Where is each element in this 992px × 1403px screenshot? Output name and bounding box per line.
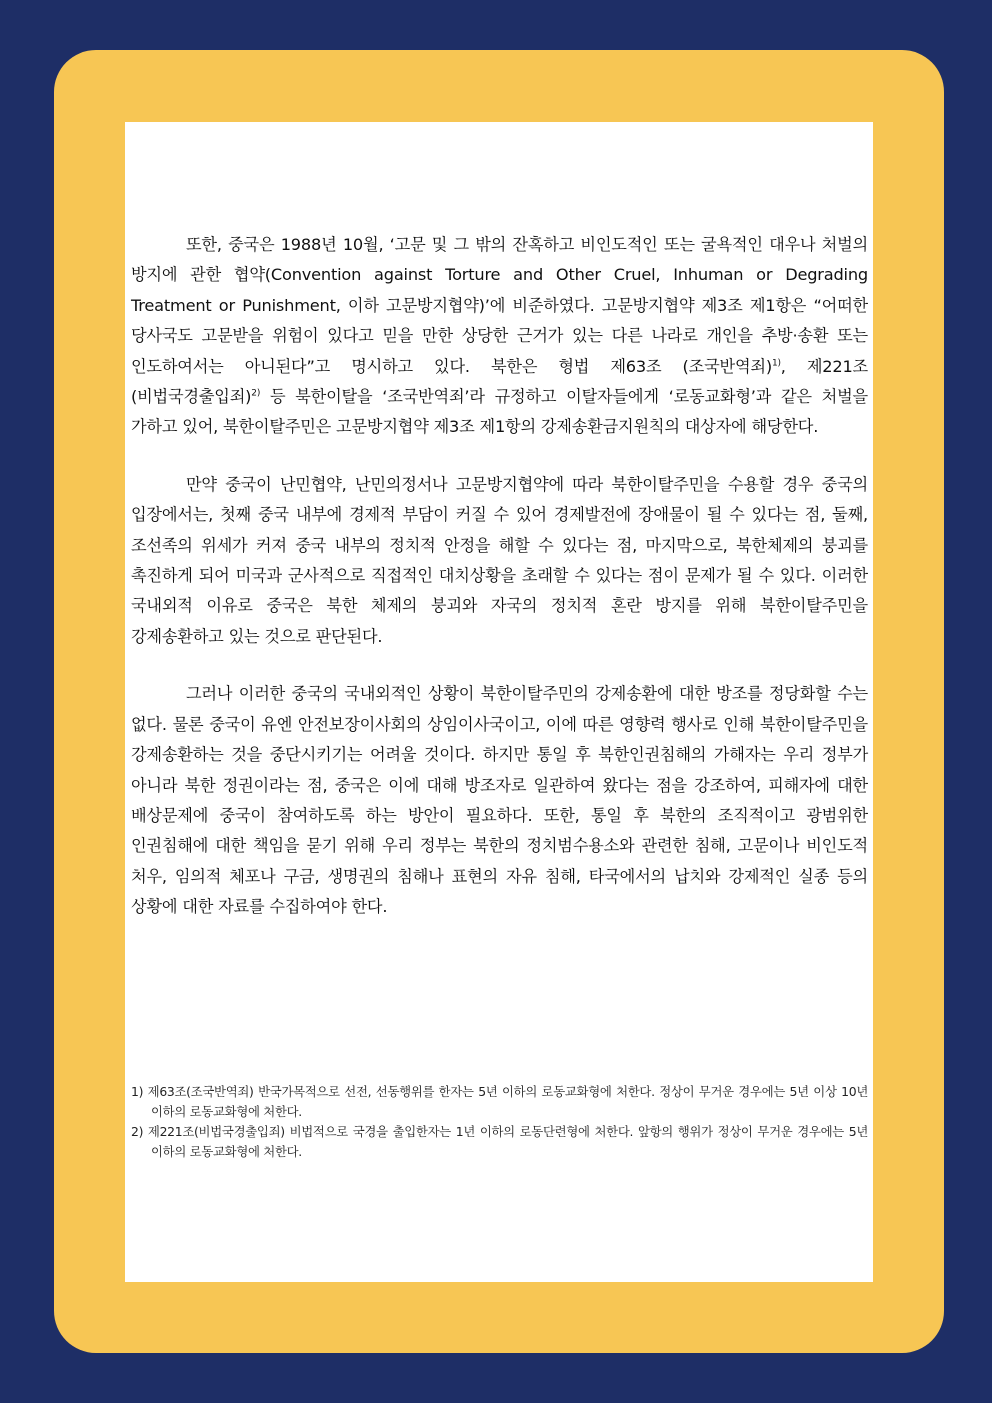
paragraph-1-text-b: , 제221조 (비법국경출입죄) (131, 356, 868, 407)
paragraph-3 (131, 679, 868, 922)
paragraph-1 (131, 230, 868, 443)
paragraph-2 (131, 470, 868, 652)
body-text (131, 230, 868, 950)
footnote-ref-2[interactable]: 2) (251, 388, 261, 399)
paragraph-3-text: 그러나 이러한 중국의 국내외적인 상황이 북한이탈주민의 강제송환에 대한 방조를 정당화할 수는 없다. 물론 중국이 유엔 안전보장이사회의 상임이사국이고, 이에 따른 영향력 행사로 인해 북한이탈주민을 강제송환하는 것을 중단시키기는 어려울 것이다. 하지만 통일 후 북한인권침해의 가해자는 우리 정부가 아니라 북한 정권이라는 점, 중국은 이에 대해 방조자로 일관하여 왔다는 점을 강조하여, 피해자에 대한 배상문제에 중국이 참여하도록 하는 방안이 필요하다. 또한, 통일 후 북한의 조직적이고 광범위한 인권침해에 대한 책임을 묻기 위해 우리 정부는 북한의 정치범수용소와 관련한 침해, 고문이나 비인도적 처우, 임의적 체포나 구금, 생명권의 침해나 표현의 자유 침해, 타국에서의 납치와 강제적인 실종 등의 상황에 대한 자료를 수집하여야 한다. (131, 684, 868, 917)
paragraph-2-text: 만약 중국이 난민협약, 난민의정서나 고문방지협약에 따라 북한이탈주민을 수용할 경우 중국의 입장에서는, 첫째 중국 내부에 경제적 부담이 커질 수 있어 경제발전에 장애물이 될 수 있다는 점, 둘째, 조선족의 위세가 커져 중국 내부의 정치적 안정을 해할 수 있다는 점, 마지막으로, 북한체제의 붕괴를 촉진하게 되어 미국과 군사적으로 직접적인 대치상황을 초래할 수 있다는 점이 문제가 될 수 있다. 이러한 국내외적 이유로 중국은 북한 체제의 붕괴와 자국의 정치적 혼란 방지를 위해 북한이탈주민을 강제송환하고 있는 것으로 판단된다. (131, 474, 868, 646)
footnotes (131, 1082, 868, 1162)
footnote-1: 1) 제63조(조국반역죄) 반국가목적으로 선전, 선동행위를 한자는 5년 이하의 로동교화형에 처한다. 정상이 무거운 경우에는 5년 이상 10년 이하의 로동교화형에 처한다. (131, 1084, 868, 1119)
footnote-2: 2) 제221조(비법국경출입죄) 비법적으로 국경을 출입한자는 1년 이하의 로동단련형에 처한다. 앞항의 행위가 정상이 무거운 경우에는 5년 이하의 로동교화형에 처한다. (131, 1124, 868, 1159)
paragraph-1-text-a: 또한, 중국은 1988년 10월, ‘고문 및 그 밖의 잔혹하고 비인도적인 또는 굴욕적인 대우나 처벌의 방지에 관한 협약(Convention against Torture and Other Cruel, Inhuman or Degrading Treatment or Punishment, 이하 고문방지협약)’에 비준하였다. 고문방지협약 제3조 제1항은 “어떠한 당사국도 고문받을 위험이 있다고 믿을 만한 상당한 근거가 있는 다른 나라로 개인을 추방·송환 또는 인도하여서는 아니된다”고 명시하고 있다. 북한은 형법 제63조 (조국반역죄) (131, 235, 868, 376)
paragraph-1-text-c: 등 북한이탈을 ‘조국반역죄’라 규정하고 이탈자들에게 ‘로동교화형’과 같은 처벌을 가하고 있어, 북한이탈주민은 고문방지협약 제3조 제1항의 강제송환금지원칙의 대상자에 해당한다. (131, 387, 868, 437)
document-page (125, 122, 873, 1282)
footnote-ref-1[interactable]: 1) (771, 358, 781, 369)
